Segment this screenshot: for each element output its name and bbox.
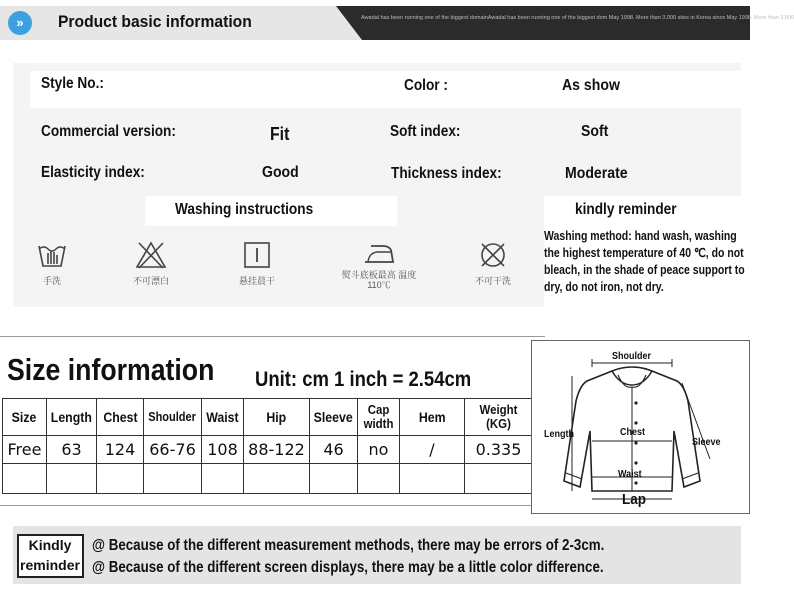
wash-caption: 不可漂白 <box>132 276 169 286</box>
wash-caption: 熨斗底板最高 温度 110℃ <box>341 270 417 290</box>
header-cell: Weight (KG) <box>465 399 533 436</box>
soft-index-label: Soft index: <box>390 123 461 140</box>
lap-label: Lap <box>622 491 647 508</box>
style-no-label: Style No.: <box>41 75 104 92</box>
waist-cell: 108 <box>202 436 244 464</box>
cap-width-cell: no <box>358 436 400 464</box>
header-cell: Hem <box>400 399 465 436</box>
shoulder-cell: 66-76 <box>144 436 202 464</box>
chevron-right-icon: » <box>8 11 32 35</box>
color-difference-note: @ Because of the different screen displays, there may be a little color difference. <box>92 559 604 576</box>
hand-wash-icon <box>36 240 68 270</box>
iron-icon <box>361 240 397 266</box>
header-cell: Shoulder <box>144 399 202 436</box>
wash-item <box>339 240 419 290</box>
header-cell: Sleeve <box>310 399 358 436</box>
weight-cell: 0.335 <box>465 436 533 464</box>
wash-item <box>12 240 92 287</box>
wash-item <box>111 240 191 287</box>
chest-cell: 124 <box>97 436 144 464</box>
size-table-header <box>3 399 533 436</box>
measurement-note: @ Because of the different measurement methods, there may be errors of 2-3cm. <box>92 537 605 554</box>
reminder-word: reminder <box>20 557 80 573</box>
size-table <box>2 398 533 494</box>
waist-label: Waist <box>618 469 642 480</box>
wash-item <box>453 240 533 287</box>
length-label: Length <box>544 429 574 440</box>
commercial-version-value: Fit <box>270 124 290 144</box>
wash-item <box>217 240 297 287</box>
chest-label: Chest <box>620 427 646 438</box>
shoulder-label: Shoulder <box>612 351 652 362</box>
garment-measurement-diagram <box>531 340 750 514</box>
washing-instructions-title: Washing instructions <box>175 201 314 218</box>
size-cell: Free <box>3 436 47 464</box>
header-cell: Hip <box>244 399 310 436</box>
sleeve-label: Sleeve <box>692 437 721 448</box>
section-title-basic-info: Product basic information <box>58 12 252 31</box>
header-cell: Chest <box>97 399 144 436</box>
kindly-reminder-title: kindly reminder <box>575 201 677 218</box>
thickness-index-label: Thickness index: <box>391 165 502 182</box>
header-cell: Length <box>47 399 97 436</box>
washing-reminder-text: Washing method: hand wash, washing the highest temperature of 40 ℃, do not bleach, in the shade of peace support to dry, do not iron, not dry. <box>544 229 745 294</box>
unit-conversion-text: Unit: cm 1 inch = 2.54cm <box>255 368 472 391</box>
table-row <box>3 464 533 494</box>
wash-caption: 不可干洗 <box>474 276 511 286</box>
header-cell: Cap width <box>358 399 400 436</box>
no-bleach-icon <box>135 240 167 270</box>
sleeve-cell: 46 <box>310 436 358 464</box>
thickness-index-value: Moderate <box>565 165 628 182</box>
wash-caption: 悬挂晨干 <box>238 276 275 286</box>
header-cell: Size <box>3 399 47 436</box>
commercial-version-label: Commercial version: <box>41 123 176 140</box>
hip-cell: 88-122 <box>244 436 310 464</box>
color-value: As show <box>562 77 620 94</box>
banner-fine-print: Awadal has been running one of the biggest domainAwadal has been running one of the biggest dom May 1998. More than 3,000 sites in Korea since May 1998. More than 3,000 <box>361 15 794 21</box>
soft-index-value: Soft <box>581 123 609 140</box>
hang-dry-icon <box>241 240 273 270</box>
elasticity-index-value: Good <box>262 164 299 181</box>
wash-caption: 手洗 <box>42 276 61 286</box>
table-row <box>3 436 533 464</box>
header-cell: Waist <box>202 399 244 436</box>
kindly-word: Kindly <box>28 537 72 553</box>
info-highlight-strip <box>30 71 741 108</box>
size-information-title: Size information <box>7 352 215 387</box>
length-cell: 63 <box>47 436 97 464</box>
no-dry-clean-icon <box>477 240 509 270</box>
elasticity-index-label: Elasticity index: <box>41 164 145 181</box>
color-label: Color : <box>404 77 448 94</box>
hem-cell: / <box>400 436 465 464</box>
header-banner <box>0 6 794 40</box>
